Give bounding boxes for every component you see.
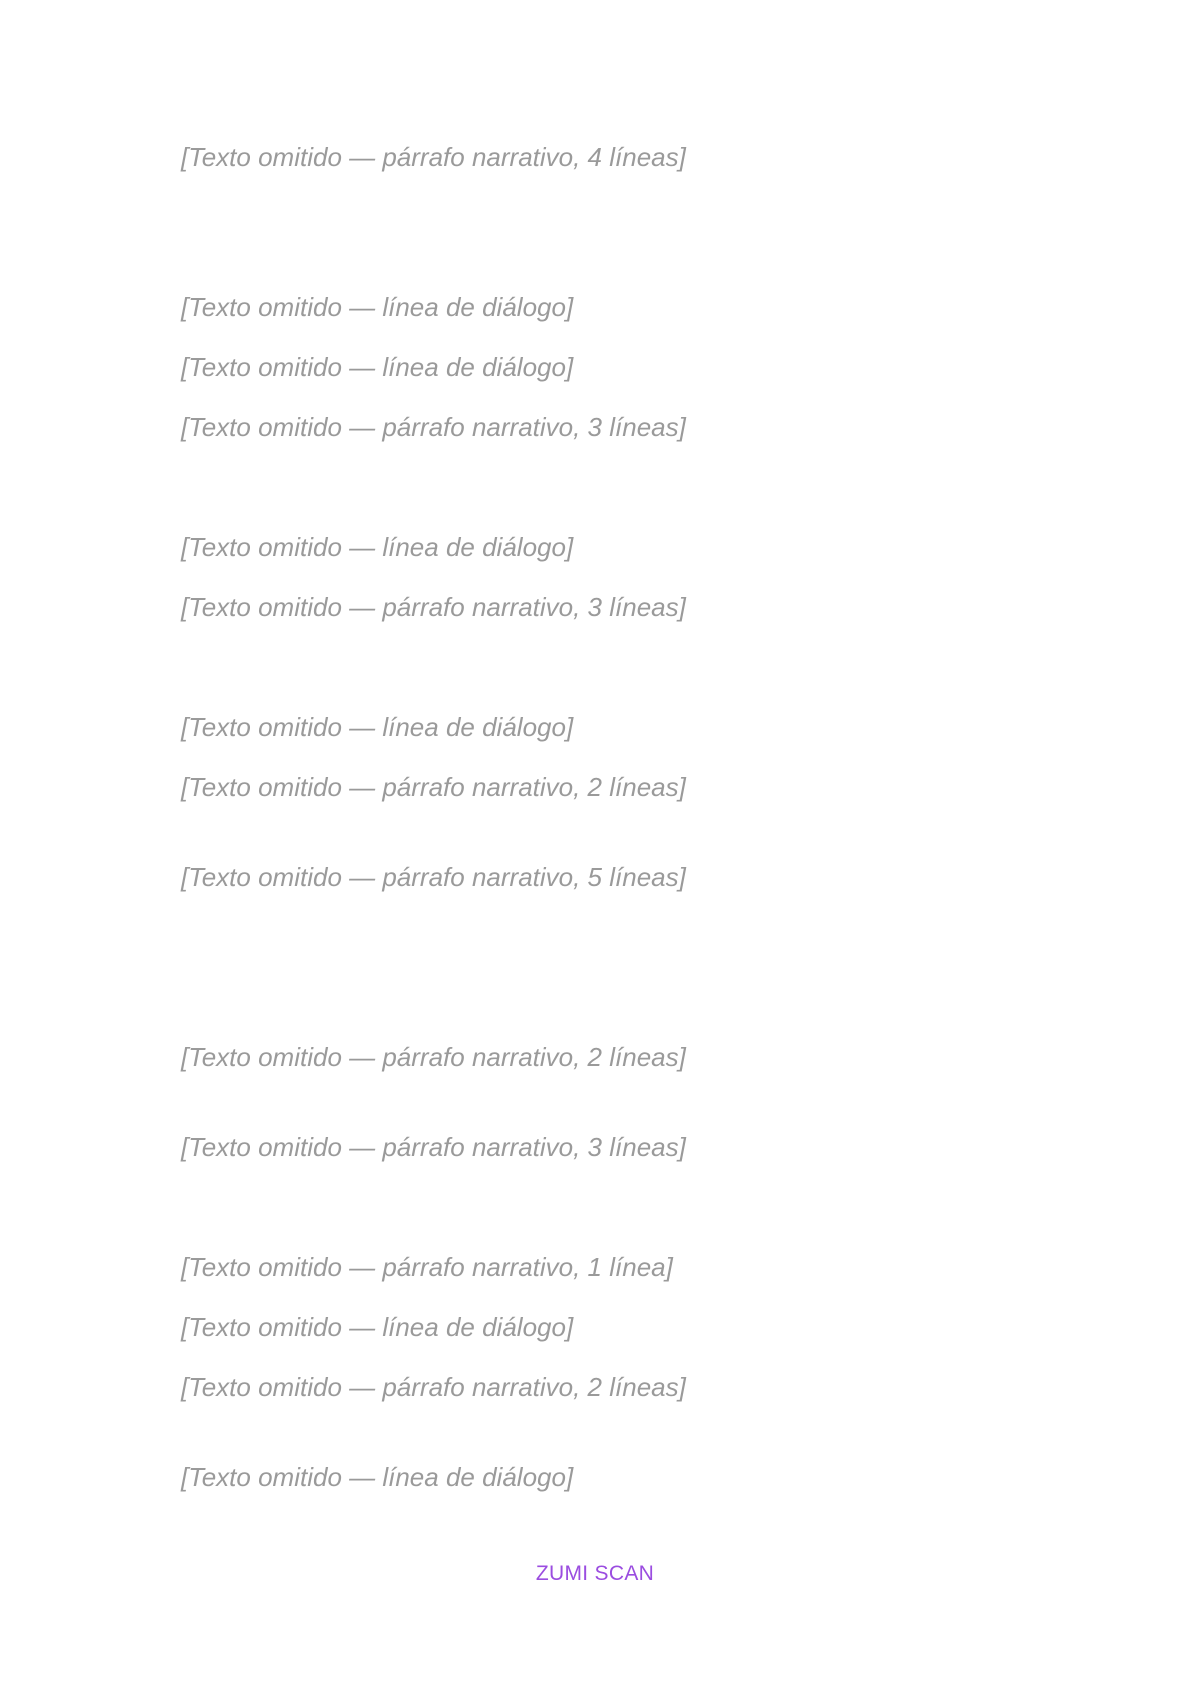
paragraph: [Texto omitido — párrafo narrativo, 2 líneas] (181, 1042, 686, 1072)
paragraph: [Texto omitido — párrafo narrativo, 2 líneas] (181, 772, 686, 802)
dialogue-line: [Texto omitido — línea de diálogo] (181, 532, 574, 562)
dialogue-line: [Texto omitido — línea de diálogo] (181, 352, 574, 382)
paragraph: [Texto omitido — párrafo narrativo, 4 líneas] (181, 142, 686, 172)
dialogue-line: [Texto omitido — línea de diálogo] (181, 1462, 574, 1492)
paragraph: [Texto omitido — párrafo narrativo, 5 líneas] (181, 862, 686, 892)
document-body (181, 142, 1009, 1522)
paragraph: [Texto omitido — párrafo narrativo, 3 líneas] (181, 592, 686, 622)
dialogue-line: [Texto omitido — línea de diálogo] (181, 292, 574, 322)
dialogue-line: [Texto omitido — línea de diálogo] (181, 712, 574, 742)
dialogue-line: [Texto omitido — línea de diálogo] (181, 1312, 574, 1342)
paragraph: [Texto omitido — párrafo narrativo, 2 líneas] (181, 1372, 686, 1402)
paragraph: [Texto omitido — párrafo narrativo, 3 líneas] (181, 1132, 686, 1162)
footer-credit: ZUMI SCAN (535, 1562, 655, 1585)
paragraph: [Texto omitido — párrafo narrativo, 1 línea] (181, 1252, 673, 1282)
paragraph: [Texto omitido — párrafo narrativo, 3 líneas] (181, 412, 686, 442)
